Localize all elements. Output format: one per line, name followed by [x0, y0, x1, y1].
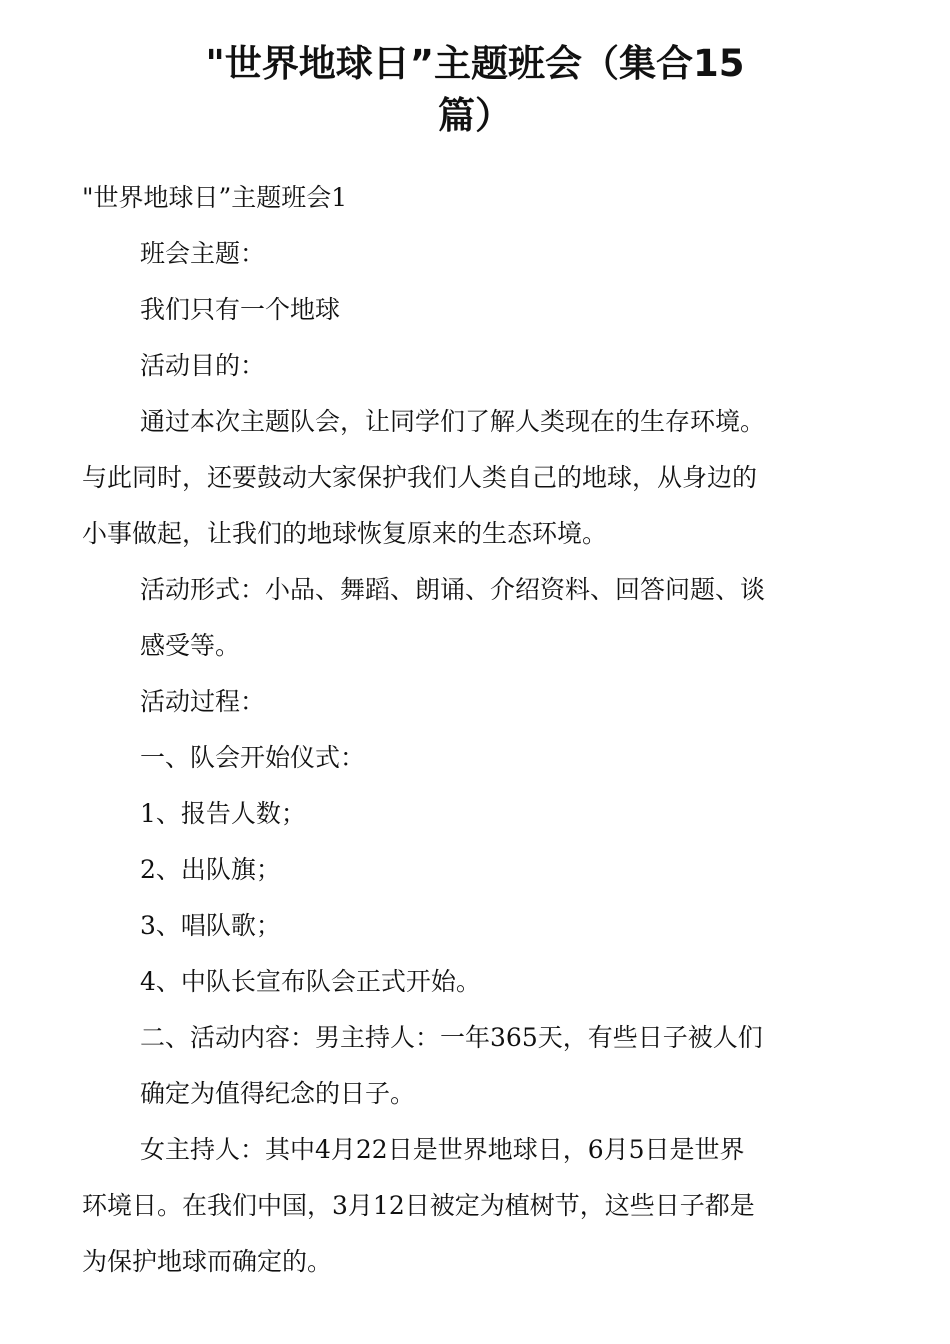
process-label: 活动过程：	[140, 687, 266, 716]
theme-label: 班会主题：	[140, 239, 266, 268]
step-1-item-4: 4、中队长宣布队会正式开始。	[140, 967, 481, 996]
host-paragraph-line-2: 环境日。在我们中国，3月12日被定为植树节，这些日子都是	[82, 1191, 755, 1220]
step-1-title: 一、队会开始仪式：	[140, 743, 366, 772]
theme-text: 我们只有一个地球	[140, 295, 341, 324]
step-1-item-1: 1、报告人数；	[140, 799, 306, 828]
form-paragraph-line-2: 感受等。	[140, 631, 241, 660]
purpose-paragraph-line-2: 与此同时，还要鼓动大家保护我们人类自己的地球，从身边的	[82, 463, 758, 492]
step-2-line-2: 确定为值得纪念的日子。	[140, 1079, 416, 1108]
host-paragraph-line-1: 女主持人：其中4月22日是世界地球日，6月5日是世界	[140, 1135, 745, 1164]
host-paragraph-line-3: 为保护地球而确定的。	[82, 1247, 333, 1276]
purpose-paragraph-line-3: 小事做起，让我们的地球恢复原来的生态环境。	[82, 519, 608, 548]
purpose-paragraph-line-1: 通过本次主题队会，让同学们了解人类现在的生存环境。	[140, 407, 766, 436]
document-title-line-1: "世界地球日”主题班会（集合15	[205, 42, 745, 85]
step-2-line-1: 二、活动内容：男主持人：一年365天，有些日子被人们	[140, 1023, 763, 1052]
purpose-label: 活动目的：	[140, 351, 266, 380]
form-paragraph-line-1: 活动形式：小品、舞蹈、朗诵、介绍资料、回答问题、谈	[140, 575, 766, 604]
step-1-item-2: 2、出队旗；	[140, 855, 281, 884]
section-heading: "世界地球日”主题班会1	[82, 183, 348, 212]
document-title-line-2: 篇）	[438, 94, 512, 137]
step-1-item-3: 3、唱队歌；	[140, 911, 281, 940]
